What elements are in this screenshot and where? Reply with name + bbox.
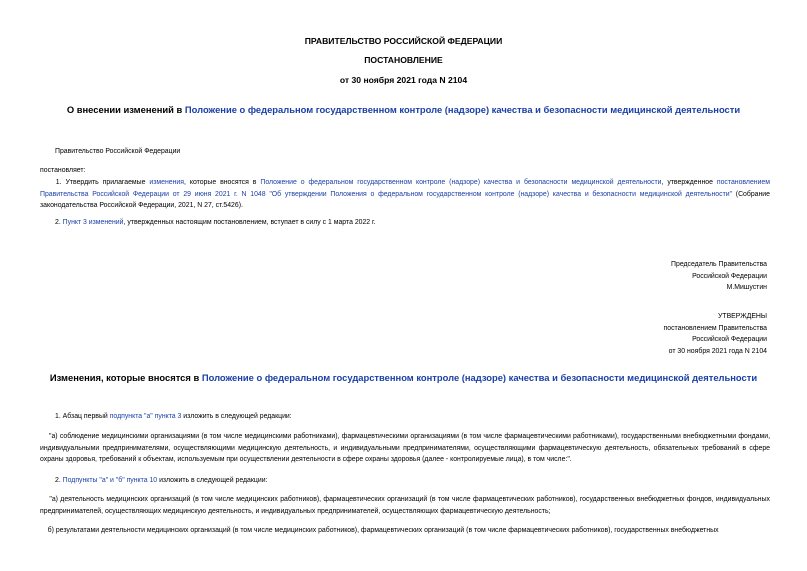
changes-title <box>0 372 807 383</box>
changes-title-link[interactable]: Положение о федеральном государственном контроле (надзоре) качества и безопасности медицинской деятельности <box>201 372 758 383</box>
item-2-link[interactable]: Пункт 3 изменений <box>62 219 124 226</box>
item-1-text-a: 1. Утвердить прилагаемые <box>55 179 150 186</box>
government-heading: ПРАВИТЕЛЬСТВО РОССИЙСКОЙ ФЕДЕРАЦИИ <box>304 36 503 46</box>
approved-line-4: от 30 ноября 2021 года N 2104 <box>668 347 767 355</box>
change-1-text-a: 1. Абзац первый <box>55 413 110 420</box>
change-2-text-b: изложить в следующей редакции: <box>157 477 268 484</box>
approved-line-1: УТВЕРЖДЕНЫ <box>718 313 767 320</box>
change-2-subitem-b-text: б) результатами деятельности медицинских организаций (в том числе медицинских работников), фармацевтических организаций (в том числе фармацевтических работников), государственных внебюджетных <box>47 527 719 534</box>
change-1-link[interactable]: подпункта "а" пункта 3 <box>109 413 182 420</box>
approved-line-2: постановлением Правительства <box>663 324 767 332</box>
change-1-quote-text: "а) соблюдение медицинскими организациями (в том числе медицинскими работниками), фармацевтическими организациями (в том числе фармацевтическими работниками), государственными внебюджетными фондами, индивидуальными предпринимателями, осуществляющими медицинскую деятельность, и индивидуальными предпринимателями, осуществляющими фармацевтическую деятельность, обязательных требований в сфере охраны здоровья, требований к объектам, используемым при осуществлении деятельности в сфере охраны здоровья (далее - контролируемые лица), в том числе:". <box>40 433 770 464</box>
change-2-subitem-a <box>40 494 770 517</box>
item-2-paragraph <box>55 217 376 229</box>
item-1-link-changes[interactable]: изменения <box>149 179 184 186</box>
item-1-link-regulation[interactable]: Положение о федеральном государственном контроле (надзоре) качества и безопасности медицинской деятельности <box>260 179 662 186</box>
item-1-text-d: (Собрание законодательства Российской Федерации, 2021, N 27, ст.5426). <box>40 190 770 210</box>
signature-line-2: Российской Федерации <box>692 272 767 280</box>
change-2-subitem-a-text: "а) деятельность медицинских организаций (в том числе медицинских работников), фармацевтических организаций (в том числе фармацевтических работников), государственных внебюджетных фондов, индивидуальных предпринимателей, осуществляющих медицинскую деятельность, и индивидуальных предпринимателей, осуществляющих фармацевтическую деятельность; <box>40 496 770 515</box>
change-2-link[interactable]: Подпункты "а" и "б" пункта 10 <box>62 477 158 484</box>
signature-line-3: М.Мишустин <box>726 284 767 292</box>
date-number-heading: от 30 ноября 2021 года N 2104 <box>339 75 468 85</box>
decree-text: постановляет: <box>40 167 86 174</box>
change-2-text-a: 2. <box>55 477 63 484</box>
change-1-text-b: изложить в следующей редакции: <box>181 413 292 420</box>
doc-type-heading: ПОСТАНОВЛЕНИЕ <box>364 55 443 65</box>
item-2-text-a: 2. <box>55 219 63 226</box>
document-title <box>0 104 807 115</box>
approved-block <box>467 311 767 357</box>
item-1-text-c: , утвержденное <box>661 179 717 186</box>
title-link[interactable]: Положение о федеральном государственном контроле (надзоре) качества и безопасности медицинской деятельности <box>184 104 741 115</box>
change-2-paragraph <box>55 475 267 487</box>
item-1-link-decree[interactable]: постановлением Правительства Российской Федерации от 29 июня 2021 г. N 1048 "Об утверждении Положения о федеральном государственном контроле (надзоре) качества и безопасности медицинской деятельности" <box>40 179 770 198</box>
changes-title-prefix: Изменения, которые вносятся в <box>49 372 202 383</box>
item-1-paragraph <box>40 177 770 212</box>
change-2-subitem-b <box>40 525 770 537</box>
change-1-paragraph <box>55 411 292 423</box>
approved-line-3: Российской Федерации <box>692 336 767 344</box>
title-prefix: О внесении изменений в <box>66 104 185 115</box>
change-1-quote <box>40 431 770 466</box>
signature-block <box>467 259 767 294</box>
item-2-text-b: , утвержденных настоящим постановлением, вступает в силу с 1 марта 2022 г. <box>123 219 376 226</box>
signature-line-1: Председатель Правительства <box>671 261 767 268</box>
item-1-text-b: , которые вносятся в <box>184 179 261 186</box>
issuer-text: Правительство Российской Федерации <box>55 148 181 155</box>
